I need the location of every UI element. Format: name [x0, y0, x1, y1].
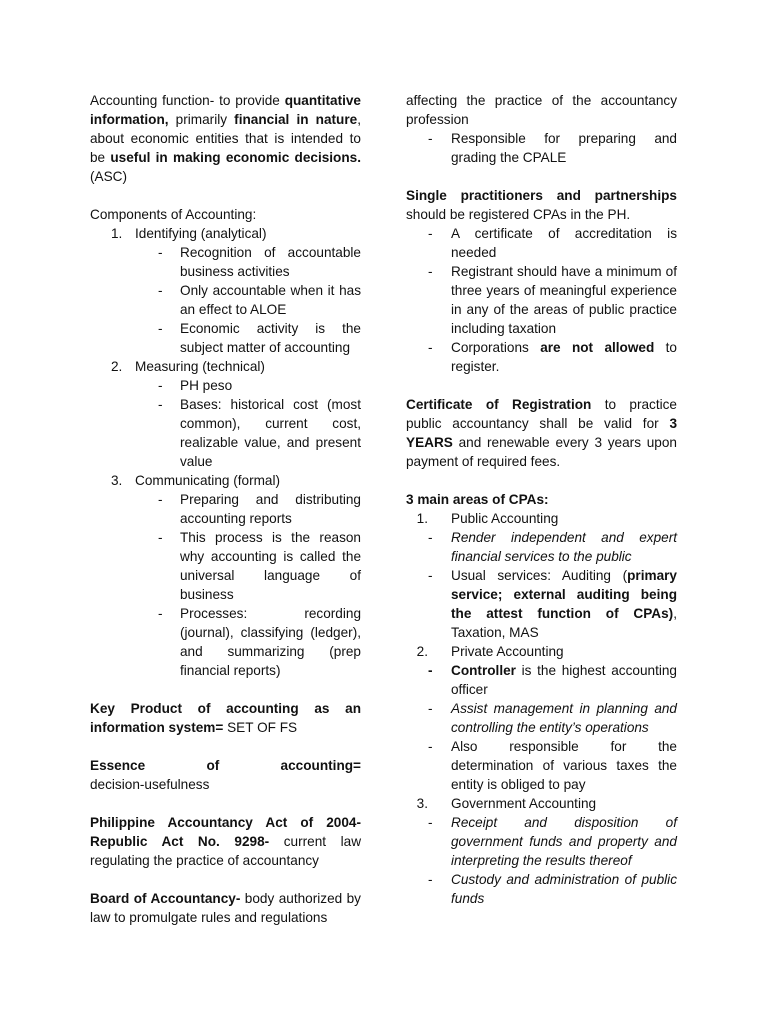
list-item	[90, 281, 361, 319]
list-item-text: Render independent and expert financial services to the public	[451, 530, 677, 564]
list-item	[406, 870, 677, 908]
board-continuation: affecting the practice of the accountancy profession	[406, 93, 677, 127]
certificate-validity: 3 YEARS	[406, 416, 677, 450]
intro-text: , about economic entities that is intended to be	[90, 112, 361, 165]
key-product-paragraph	[90, 699, 361, 737]
list-item	[90, 528, 361, 604]
component-item	[90, 357, 361, 376]
text-bold-segment: are not allowed	[540, 340, 655, 355]
area-label: Private Accounting	[451, 644, 564, 659]
areas-heading-text: 3 main areas of CPAs:	[406, 492, 549, 507]
text-segment: is the highest accounting officer	[451, 663, 677, 697]
list-item	[90, 395, 361, 471]
intro-text: Accounting function- to provide	[90, 93, 285, 108]
intro-bold: quantitative information,	[90, 93, 361, 127]
item-number: 2.	[111, 359, 123, 374]
act-term: Philippine Accountancy Act of 2004- Republic Act No. 9298-	[90, 815, 361, 849]
area-item	[406, 509, 677, 528]
list-item-text	[451, 566, 677, 642]
right-column	[406, 91, 677, 908]
left-column	[90, 91, 361, 927]
key-product-term: Key Product of accounting as an information system=	[90, 701, 361, 735]
dash-bullet: -	[428, 663, 433, 678]
list-item-text: Receipt and disposition of government funds and property and interpreting the results thereof	[451, 815, 677, 868]
list-item	[90, 490, 361, 528]
list-item	[90, 604, 361, 680]
dash-bullet: -	[158, 397, 163, 412]
essence-term: Essence of accounting=	[90, 758, 361, 773]
list-item	[406, 262, 677, 338]
list-item	[406, 338, 677, 376]
area-item	[406, 642, 677, 661]
act-paragraph	[90, 813, 361, 870]
list-item-text: Responsible for preparing and grading the CPALE	[451, 131, 677, 165]
item-number: 3.	[111, 473, 123, 488]
component-label: Identifying (analytical)	[135, 226, 267, 241]
list-item	[406, 528, 677, 566]
board-term: Board of Accountancy-	[90, 891, 241, 906]
item-number: 3.	[416, 796, 428, 811]
essence-value: decision-usefulness	[90, 777, 210, 792]
board-definition: body authorized by law to promulgate rules and regulations	[90, 891, 361, 925]
certificate-text: and renewable every 3 years upon payment of required fees.	[406, 435, 677, 469]
list-item	[90, 319, 361, 357]
areas-heading	[406, 490, 677, 509]
list-item-text: Also responsible for the determination of various taxes the entity is obliged to pay	[451, 739, 677, 792]
single-practitioners-paragraph	[406, 186, 677, 224]
area-label: Public Accounting	[451, 511, 559, 526]
component-label: Communicating (formal)	[135, 473, 281, 488]
components-heading: Components of Accounting:	[90, 207, 257, 222]
intro-text: (ASC)	[90, 169, 128, 184]
dash-bullet: -	[158, 283, 163, 298]
list-item-text: PH peso	[180, 378, 233, 393]
dash-bullet: -	[158, 606, 163, 621]
dash-bullet: -	[428, 226, 433, 241]
dash-bullet: -	[158, 530, 163, 545]
list-item-text: Assist management in planning and controlling the entity’s operations	[451, 701, 677, 735]
list-item-text: Only accountable when it has an effect to ALOE	[180, 283, 361, 317]
dash-bullet: -	[428, 264, 433, 279]
dash-bullet: -	[158, 378, 163, 393]
list-item-text	[451, 338, 677, 376]
key-product-value: SET OF FS	[223, 720, 298, 735]
text-segment: Usual services: Auditing (	[451, 568, 628, 583]
board-paragraph	[90, 889, 361, 927]
item-number: 1.	[111, 226, 123, 241]
list-item-text: Registrant should have a minimum of three years of meaningful experience in any of the areas of public practice including taxation	[451, 264, 677, 336]
certificate-paragraph	[406, 395, 677, 471]
list-item	[406, 737, 677, 794]
essence-paragraph	[90, 756, 361, 794]
list-item	[406, 224, 677, 262]
list-item	[90, 376, 361, 395]
text-bold-segment: primary service; external auditing being the attest function of CPAs)	[451, 568, 677, 621]
text-segment: Corporations	[451, 340, 541, 355]
act-definition: current law regulating the practice of accountancy	[90, 834, 362, 868]
list-item-text: Custody and administration of public funds	[451, 872, 677, 906]
certificate-text: to practice public accountancy shall be valid for	[406, 397, 677, 431]
dash-bullet: -	[428, 131, 433, 146]
list-item	[90, 243, 361, 281]
list-item-text	[451, 661, 677, 699]
area-item	[406, 794, 677, 813]
intro-paragraph	[90, 91, 361, 186]
dash-bullet: -	[158, 245, 163, 260]
area-label: Government Accounting	[451, 796, 597, 811]
list-item-text: Bases: historical cost (most common), current cost, realizable value, and present value	[180, 397, 361, 469]
single-practitioners-text: should be registered CPAs in the PH.	[406, 207, 631, 222]
list-item-text: A certificate of accreditation is needed	[451, 226, 677, 260]
list-item	[406, 661, 677, 699]
dash-bullet: -	[158, 321, 163, 336]
dash-bullet: -	[428, 340, 433, 355]
dash-bullet: -	[428, 701, 433, 716]
single-practitioners-term: Single practitioners and partnerships	[406, 188, 677, 203]
dash-bullet: -	[158, 492, 163, 507]
dash-bullet: -	[428, 815, 433, 830]
component-label: Measuring (technical)	[135, 359, 265, 374]
list-item-text: Recognition of accountable business activities	[180, 245, 361, 279]
dash-bullet: -	[428, 568, 433, 583]
intro-text: primarily	[168, 112, 235, 127]
item-number: 1.	[416, 511, 428, 526]
list-item-text: Preparing and distributing accounting reports	[180, 492, 361, 526]
list-item	[406, 699, 677, 737]
dash-bullet: -	[428, 872, 433, 887]
list-item-text: Economic activity is the subject matter of accounting	[180, 321, 361, 355]
list-item-text: This process is the reason why accounting is called the universal language of business	[180, 530, 361, 602]
text-bold-segment: Controller	[451, 663, 516, 678]
list-item	[406, 129, 677, 167]
certificate-term: Certificate of Registration	[406, 397, 592, 412]
text-segment: to register.	[451, 340, 677, 374]
text-segment: , Taxation, MAS	[451, 606, 677, 640]
dash-bullet: -	[428, 739, 433, 754]
intro-bold: financial in nature	[234, 112, 358, 127]
list-item	[406, 813, 677, 870]
list-item-text: Processes: recording (journal), classifying (ledger), and summarizing (prep financial reports)	[180, 606, 361, 678]
component-item	[90, 471, 361, 490]
item-number: 2.	[416, 644, 428, 659]
dash-bullet: -	[428, 530, 433, 545]
component-item	[90, 224, 361, 243]
intro-bold: useful in making economic decisions.	[110, 150, 361, 165]
list-item	[406, 566, 677, 642]
